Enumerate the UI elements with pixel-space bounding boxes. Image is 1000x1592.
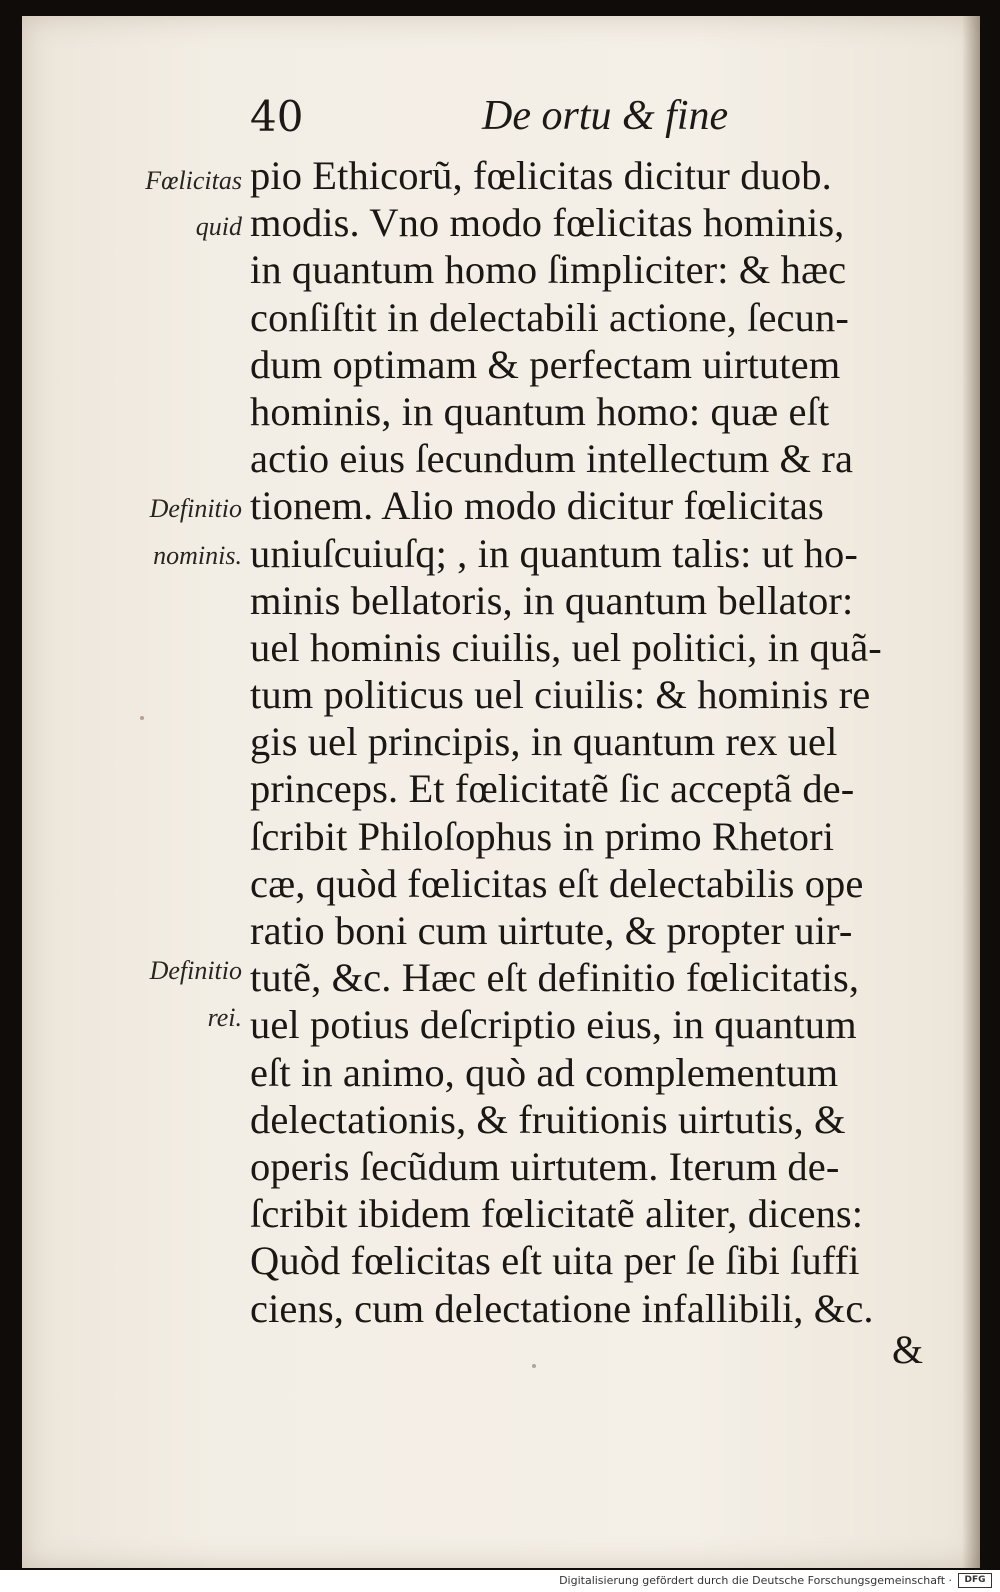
funding-credit: Digitalisierung gefördert durch die Deutsche Forschungsgemeinschaft · — [559, 1574, 952, 1587]
paper-speck — [532, 1364, 536, 1368]
text-line: ciens, cum delectatione infallibili, &c. — [250, 1285, 874, 1331]
running-head: De ortu & fine — [482, 93, 729, 139]
marginal-note-felicitas: Fœlicitas — [145, 166, 242, 195]
page-number: 40 — [250, 92, 304, 141]
text-line: ratio boni cum uirtute, & propter uir- — [250, 908, 853, 953]
digitization-footer — [0, 1570, 1000, 1592]
text-line: gis uel principis, in quantum rex uel — [250, 719, 838, 765]
marginal-note-definitio-2: Definitio — [149, 956, 242, 985]
text-line: Quòd fœlicitas eſt uita per ſe ſibi ſuffi — [250, 1238, 860, 1284]
text-line: tionem. Alio modo dicitur fœlicitas — [250, 483, 824, 529]
text-line: ſcribit Philoſophus in primo Rhetori — [250, 813, 835, 859]
catchword: & — [892, 1327, 924, 1372]
text-line: tutẽ, &c. Hæc eſt definitio fœlicitatis, — [250, 955, 860, 1001]
text-line: ſcribit ibidem fœlicitatẽ aliter, dicens: — [250, 1191, 864, 1237]
text-line: uniuſcuiuſq; , in quantum talis: ut ho- — [250, 530, 858, 576]
text-line: conſiſtit in delectabili actione, ſecun- — [250, 294, 849, 340]
page-spine-shadow — [962, 16, 980, 1568]
body-text — [250, 152, 950, 1332]
book-page — [22, 16, 980, 1568]
paper-speck — [140, 716, 144, 720]
dfg-logo: DFG — [958, 1573, 992, 1588]
text-line: princeps. Et fœlicitatẽ ſic acceptã de- — [250, 766, 855, 812]
text-line: uel potius deſcriptio eius, in quantum — [250, 1002, 857, 1048]
marginal-note-definitio-1: Definitio — [149, 494, 242, 523]
text-line: pio Ethicorũ, fœlicitas dicitur duob. — [250, 153, 832, 198]
text-line: cæ, quòd fœlicitas eſt delectabilis ope — [250, 860, 864, 906]
text-line: operis ſecũdum uirtutem. Iterum de- — [250, 1143, 840, 1189]
text-line: modis. Vno modo fœlicitas hominis, — [250, 200, 845, 246]
marginal-note-quid: quid — [195, 212, 242, 241]
text-line: actio eius ſecundum intellectum & ra — [250, 436, 854, 482]
text-line: uel hominis ciuilis, uel politici, in quã- — [250, 624, 882, 670]
marginal-note-rei: rei. — [207, 1003, 242, 1032]
page-header — [250, 92, 850, 148]
text-line: eſt in animo, quò ad complementum — [250, 1049, 839, 1095]
text-line: tum politicus uel ciuilis: & hominis re — [250, 672, 871, 718]
marginal-note-nominis: nominis. — [153, 541, 242, 570]
text-line: delectationis, & fruitionis uirtutis, & — [250, 1096, 846, 1142]
text-line: in quantum homo ſimpliciter: & hæc — [250, 247, 847, 293]
text-line: minis bellatoris, in quantum bellator: — [250, 577, 854, 623]
text-line: dum optimam & perfectam uirtutem — [250, 341, 841, 387]
text-line: hominis, in quantum homo: quæ eſt — [250, 388, 830, 434]
